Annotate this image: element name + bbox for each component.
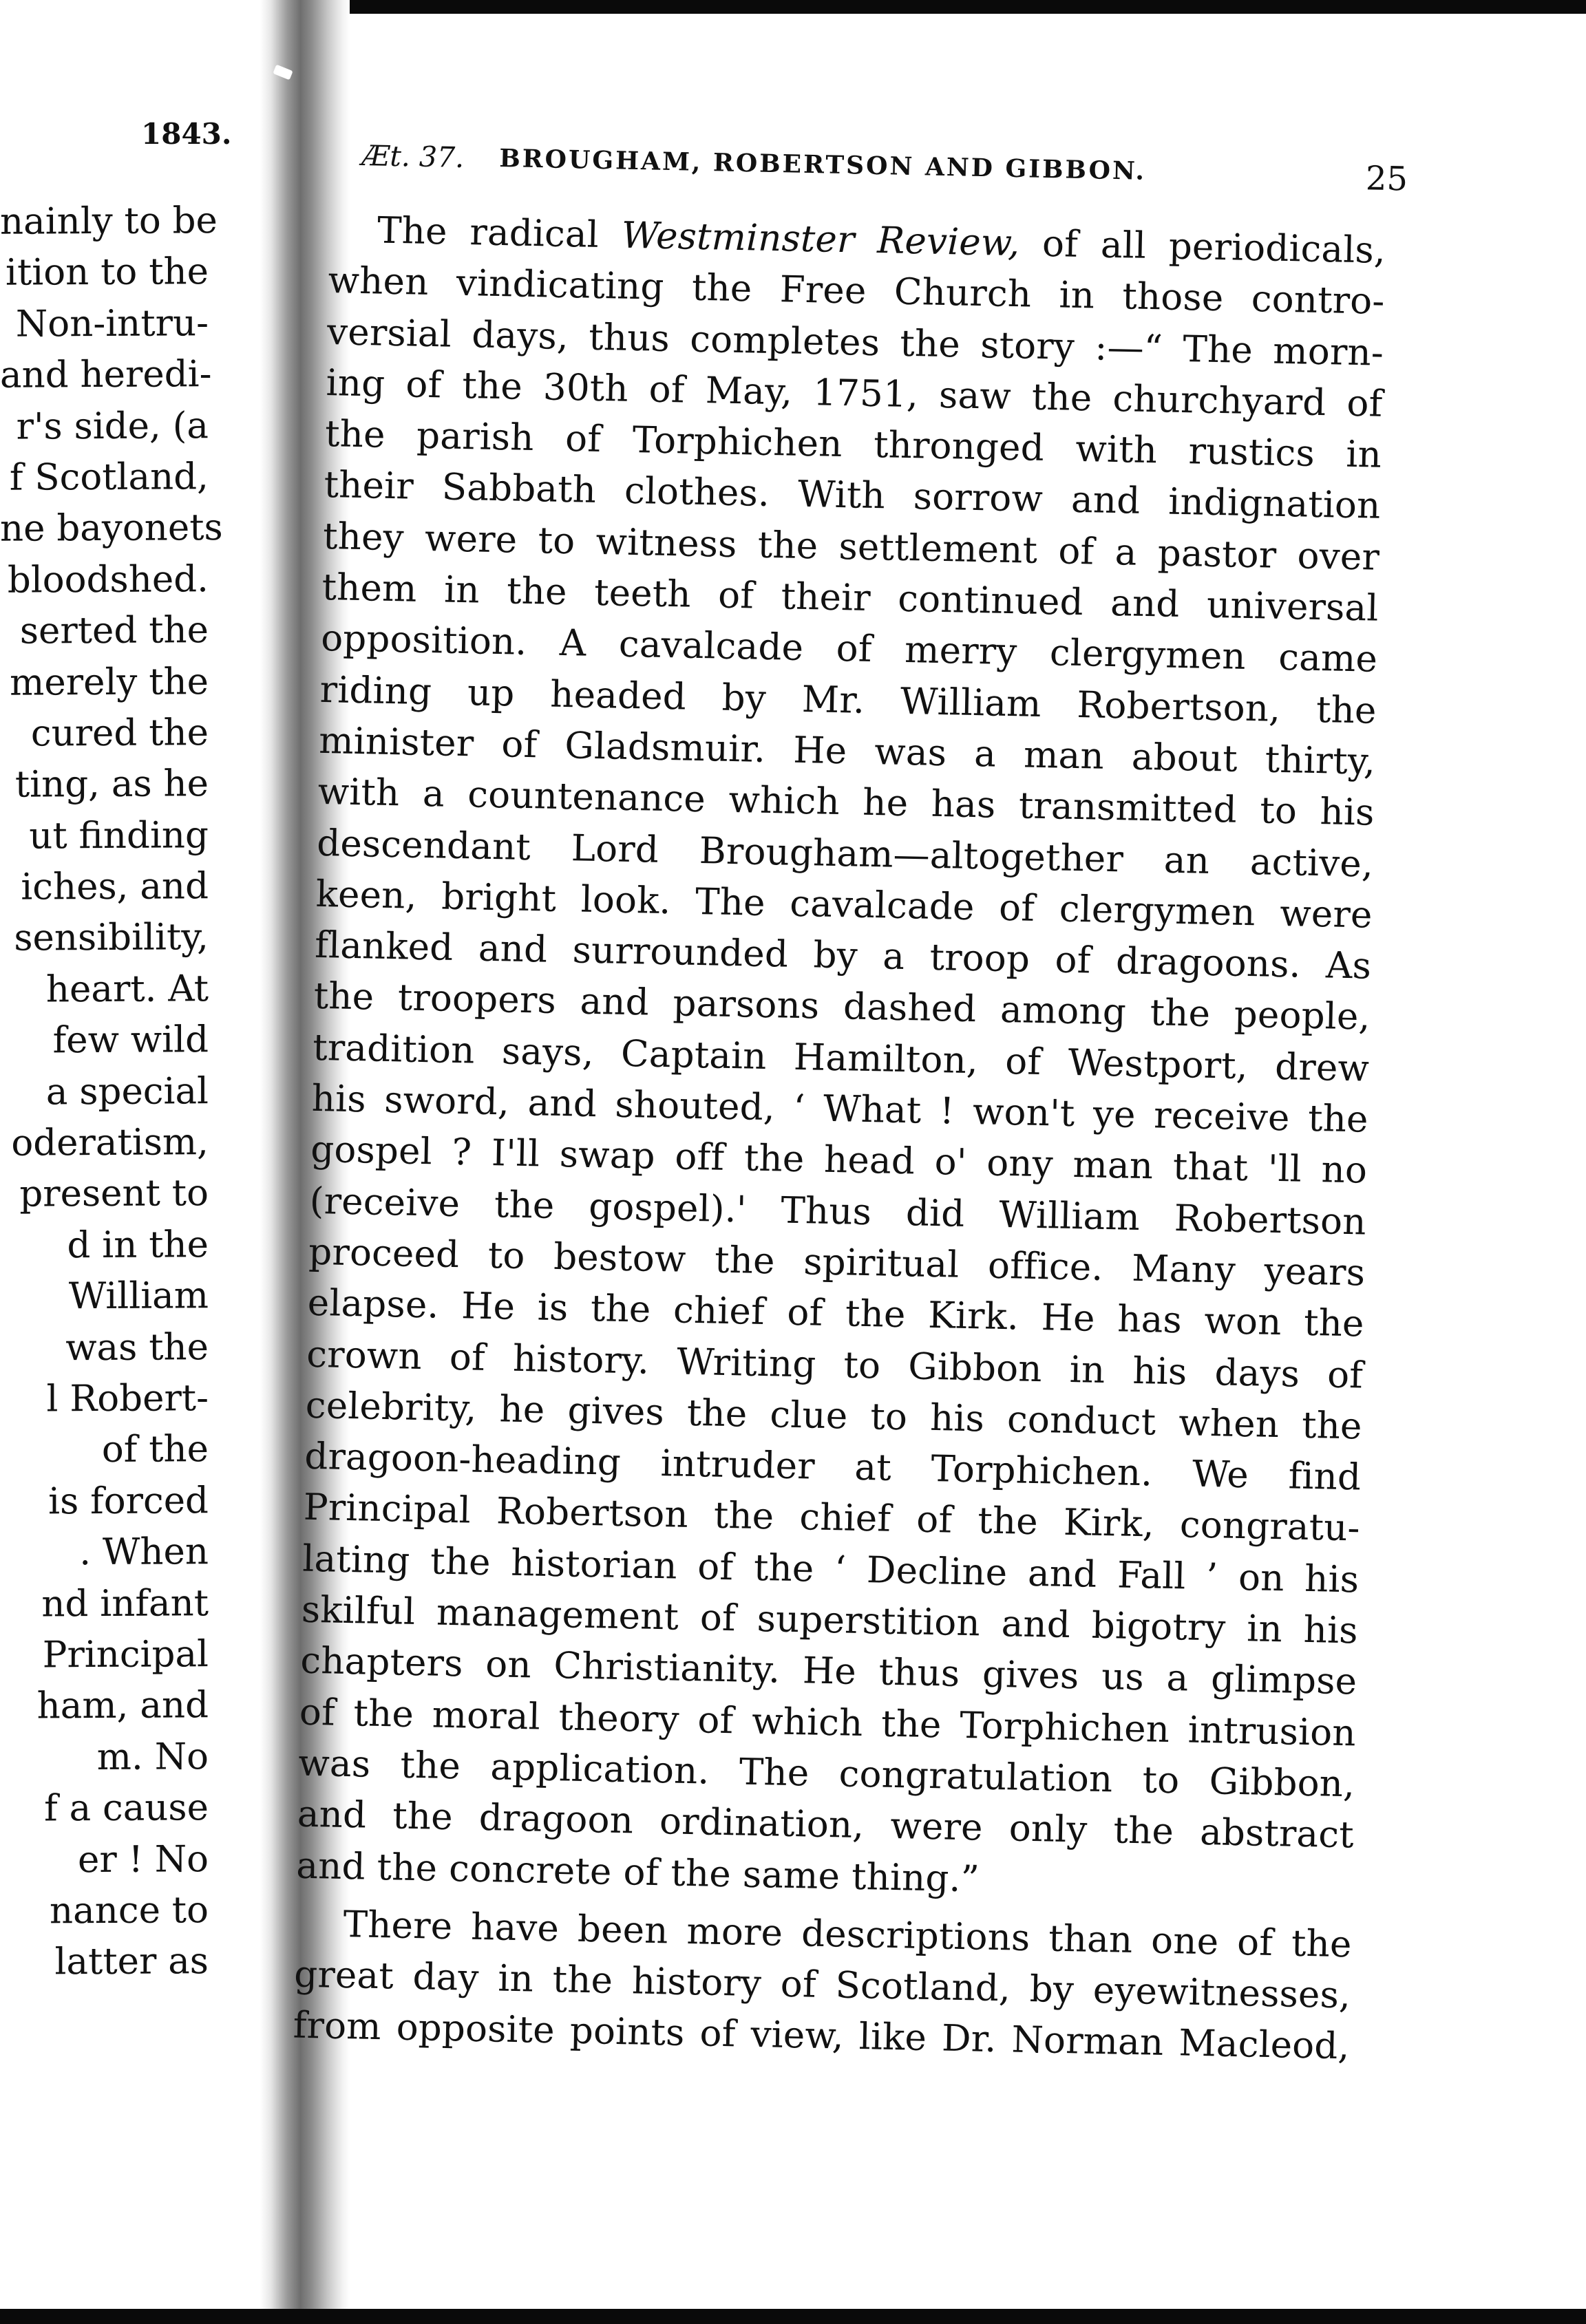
left-facing-page xyxy=(0,0,232,2309)
left-page-line: Non-intru- xyxy=(15,301,209,345)
text-line: keen, bright look. The cavalcade of clergymen were xyxy=(315,873,1373,937)
left-page-year: 1843. xyxy=(141,117,232,151)
left-page-line: m. No xyxy=(96,1735,209,1778)
text-line: proceed to bestow the spiritual office. Many years xyxy=(308,1230,1366,1294)
text-line: dragoon-heading intruder at Torphichen. We find xyxy=(304,1435,1362,1499)
left-page-line: ham, and xyxy=(36,1684,209,1727)
left-page-line: few wild xyxy=(52,1019,209,1062)
left-page-line: f Scotland, xyxy=(9,456,209,499)
text-line: from opposite points of view, like Dr. Norman Macleod, xyxy=(293,2004,1351,2068)
left-page-line: was the xyxy=(65,1325,209,1369)
text-line: was the application. The congratulation to Gibbon, xyxy=(297,1742,1355,1806)
age-note: Æt. 37. xyxy=(361,139,465,174)
text-line: when vindicating the Free Church in those contro- xyxy=(328,259,1386,323)
left-page-line: l Robert- xyxy=(46,1377,209,1420)
text-line: There have been more descriptions than one of the xyxy=(343,1903,1353,1966)
text-line: (receive the gospel).' Thus did William Robertson xyxy=(309,1180,1367,1244)
right-page xyxy=(246,0,1421,2309)
text-line: of the moral theory of which the Torphichen intrusion xyxy=(299,1691,1357,1755)
paragraph-1 xyxy=(296,255,1385,1912)
text-line: ing of the 30th of May, 1751, saw the churchyard of xyxy=(326,361,1384,425)
text-line: versial days, thus completes the story :—“ The morn- xyxy=(326,310,1384,374)
left-page-line: f a cause xyxy=(44,1787,209,1830)
left-page-line: sensibility, xyxy=(14,916,209,960)
left-page-line: cured the xyxy=(30,712,209,755)
running-head xyxy=(361,139,1408,201)
left-page-line: ut finding xyxy=(29,813,209,857)
text-line: the parish of Torphichen thronged with rustics in xyxy=(324,413,1382,477)
text-line: his sword, and shouted, ‘ What ! won't ye receive the xyxy=(311,1077,1369,1141)
text-line: they were to witness the settlement of a pastor over xyxy=(322,515,1380,579)
scan-edge-bottom xyxy=(0,2309,1586,2324)
left-page-line: nance to xyxy=(50,1889,209,1932)
text-line: minister of Gladsmuir. He was a man about thirty, xyxy=(318,719,1376,783)
left-page-line: d in the xyxy=(67,1224,209,1267)
left-page-line: oderatism, xyxy=(11,1121,209,1164)
text-line: riding up headed by Mr. William Robertson, the xyxy=(319,668,1377,732)
left-page-line: latter as xyxy=(54,1940,209,1983)
left-page-line: a special xyxy=(45,1069,209,1113)
left-page-line: bloodshed. xyxy=(7,557,209,601)
left-page-line: ition to the xyxy=(6,250,209,295)
left-page-line: William xyxy=(68,1275,209,1318)
left-page-line: nainly to be xyxy=(0,200,218,243)
left-page-line: and heredi- xyxy=(0,353,212,396)
text-line: the troopers and parsons dashed among the people, xyxy=(313,975,1371,1039)
running-title: BROUGHAM, ROBERTSON AND GIBBON. xyxy=(498,144,1147,186)
left-page-line: er ! No xyxy=(78,1837,209,1881)
paragraph-1-first-line: The radical Westminster Review, of all periodicals, xyxy=(377,209,1386,272)
left-page-line: r's side, (a xyxy=(16,404,209,448)
left-page-line: iches, and xyxy=(21,865,209,908)
text-line: great day in the history of Scotland, by eyewitnesses, xyxy=(293,1953,1351,2017)
text-line: celebrity, he gives the clue to his conduct when the xyxy=(305,1384,1363,1448)
text-line: elapse. He is the chief of the Kirk. He has won the xyxy=(307,1281,1365,1345)
text-line: their Sabbath clothes. With sorrow and indignation xyxy=(324,464,1382,528)
body-text xyxy=(293,204,1386,2073)
left-page-line: Principal xyxy=(42,1633,209,1676)
text-line: and the dragoon ordination, were only the abstract xyxy=(297,1793,1355,1857)
text-line: lating the historian of the ‘ Decline and Fall ’ on his xyxy=(302,1537,1360,1601)
text-line: with a countenance which he has transmitted to his xyxy=(317,771,1375,834)
paragraph-2 xyxy=(293,1898,1352,2073)
left-page-line: of the xyxy=(101,1428,209,1471)
left-page-line: present to xyxy=(19,1172,209,1216)
text-line: Principal Robertson the chief of the Kirk, congratu- xyxy=(303,1486,1361,1550)
text-line: gospel ? I'll swap off the head o' ony man that 'll no xyxy=(310,1129,1368,1192)
page-number: 25 xyxy=(1365,159,1408,199)
text-line: chapters on Christianity. He thus gives us a glimpse xyxy=(299,1639,1357,1703)
text-line: flanked and surrounded by a troop of dragoons. As xyxy=(314,924,1372,988)
text-line: opposition. A cavalcade of merry clergymen came xyxy=(320,617,1378,681)
left-page-line: ting, as he xyxy=(14,763,209,806)
left-page-line: ne bayonets xyxy=(0,507,223,551)
text-line: and the concrete of the same thing.” xyxy=(295,1844,980,1901)
periodical-title: Westminster Review, xyxy=(621,214,1020,265)
left-page-line: heart. At xyxy=(45,968,209,1011)
text-line: crown of history. Writing to Gibbon in his days of xyxy=(306,1333,1364,1397)
left-page-text xyxy=(0,195,223,1988)
text-line: tradition says, Captain Hamilton, of Westport, drew xyxy=(312,1026,1370,1090)
text-line: skilful management of superstition and bigotry in his xyxy=(301,1588,1359,1652)
left-page-line: serted the xyxy=(19,609,209,652)
text-line: descendant Lord Brougham—altogether an active, xyxy=(316,822,1374,886)
left-page-line: merely the xyxy=(10,660,209,704)
left-page-line: . When xyxy=(79,1531,209,1574)
text-line: them in the teeth of their continued and universal xyxy=(321,566,1379,630)
left-page-line: is forced xyxy=(48,1479,209,1523)
left-page-line: nd infant xyxy=(41,1581,209,1625)
